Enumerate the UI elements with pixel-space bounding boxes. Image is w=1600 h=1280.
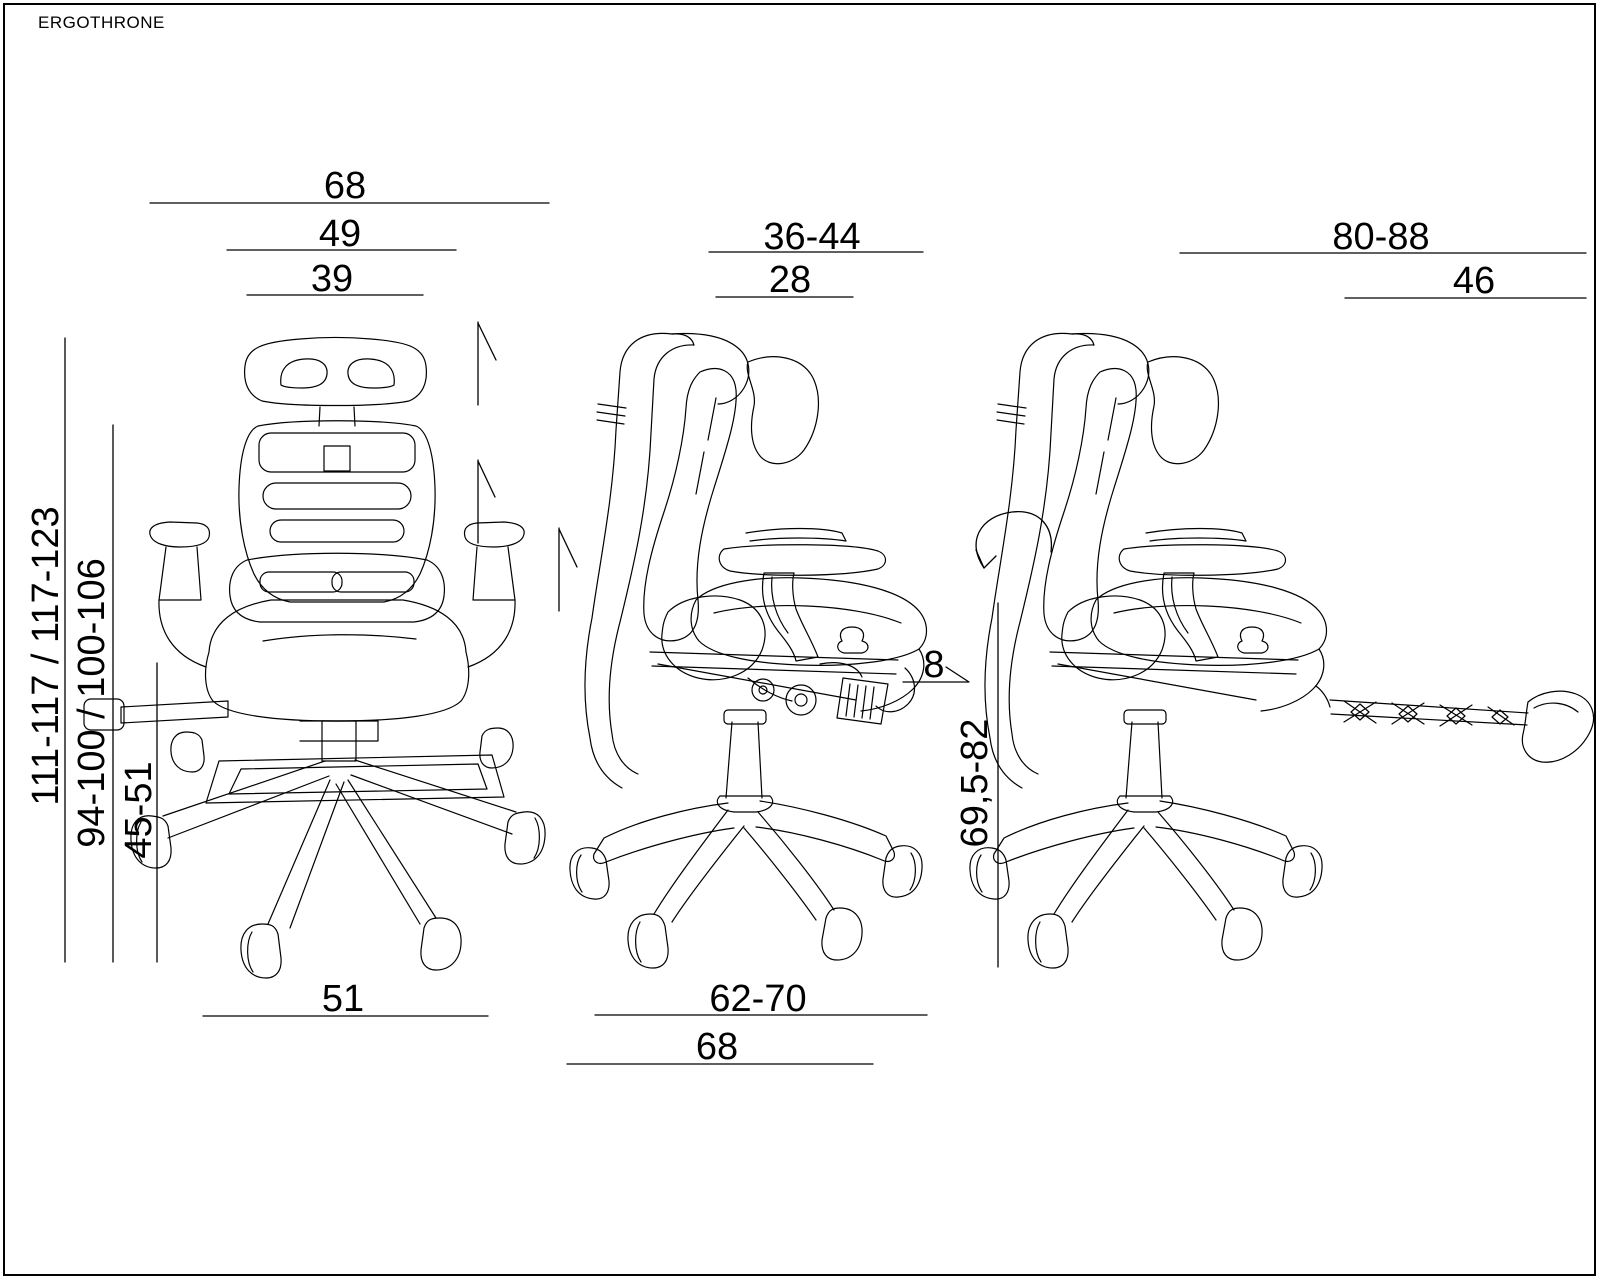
dim-seat-edge-thickness: 8 <box>923 644 945 686</box>
dim-reclined-length: 80-88 <box>1332 216 1430 258</box>
recline-arrow <box>976 512 1051 568</box>
dim-front-base-width: 51 <box>321 978 365 1020</box>
dim-side-depth-range: 62-70 <box>709 978 807 1020</box>
dim-front-total-height: 111-117 / 117-123 <box>25 506 67 806</box>
dim-front-seat-height: 45-51 <box>118 761 160 859</box>
headrest-left-cutout <box>281 359 327 388</box>
dim-side-base-depth: 68 <box>695 1026 739 1068</box>
dim-front-backrest-width: 49 <box>318 213 362 255</box>
dim-side-width-lower: 28 <box>768 259 812 301</box>
headrest-right-cutout <box>348 359 394 388</box>
adjustability-arrows <box>478 322 577 611</box>
dim-front-overall-width: 68 <box>323 165 367 207</box>
page-title: ERGOTHRONE <box>38 13 165 32</box>
dim-front-backrest-height: 94-100 / 100-106 <box>71 558 113 848</box>
reclined-view-chair <box>970 333 1327 968</box>
dim-side-width-upper: 36-44 <box>763 216 861 258</box>
dimension-lines <box>65 203 1586 1068</box>
dim-reclined-length-inner: 46 <box>1452 260 1496 302</box>
front-view-chair <box>84 338 545 979</box>
dim-side-height: 69,5-82 <box>954 718 996 848</box>
dim-front-headrest-width: 39 <box>310 258 354 300</box>
reclined-view-extended-footrest <box>1316 686 1594 762</box>
